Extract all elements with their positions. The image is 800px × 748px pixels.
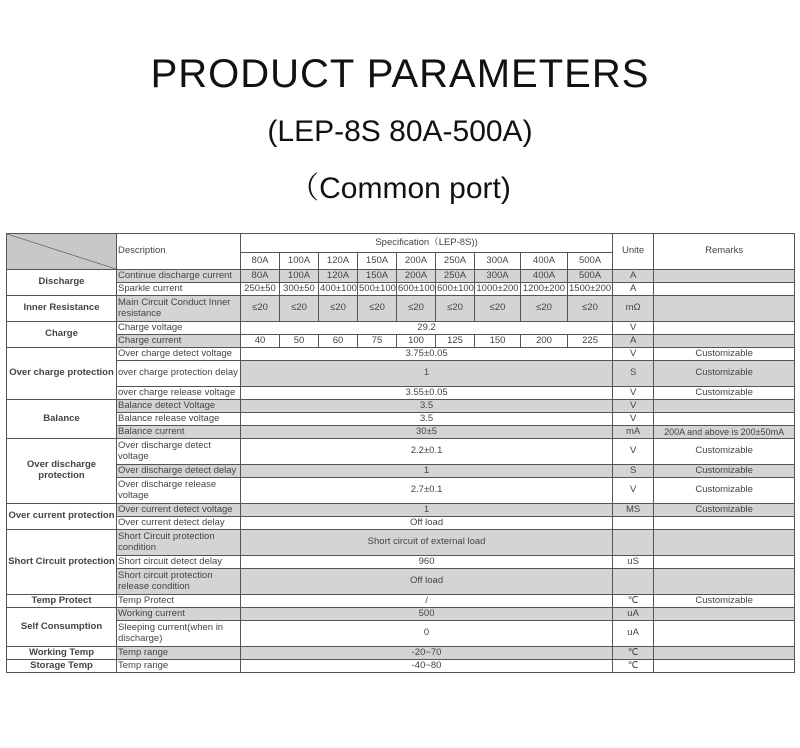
unit-cell: V [613,413,654,426]
remark-cell [654,556,795,569]
row-description: Charge current [117,335,241,348]
remark-cell: Customizable [654,504,795,517]
remark-cell: Customizable [654,361,795,387]
category-over-current: Over current protection [7,504,117,530]
table-cell: 600±100 [437,282,474,294]
size-header: 400A [521,253,568,270]
remark-cell [654,270,795,283]
unit-cell [613,530,654,556]
unit-cell: ℃ [613,595,654,608]
table-cell: 500±100 [359,282,396,294]
port-subtitle: （Common port) [289,172,511,205]
table-cell: 500A [568,270,613,283]
table-cell: 29.2 [241,322,613,335]
category-balance: Balance [7,400,117,439]
row-description: Over discharge detect delay [117,465,241,478]
row-description: Balance release voltage [117,413,241,426]
table-cell: Off load [241,517,613,530]
unit-cell: V [613,478,654,504]
table-cell: 1 [241,361,613,387]
size-header: 500A [568,253,613,270]
table-cell: 225 [568,335,613,348]
unit-cell: ℃ [613,660,654,673]
specification-header: Specification（LEP-8S)) [241,234,613,253]
remark-cell [654,517,795,530]
table-cell: 600±100 [398,282,435,294]
table-cell: 150 [475,335,521,348]
row-description: Temp Protect [117,595,241,608]
row-description: Charge voltage [117,322,241,335]
unit-cell: S [613,465,654,478]
unit-cell: V [613,439,654,465]
table-cell: 400±100 [320,282,357,294]
size-header: 250A [436,253,475,270]
table-cell: 75 [358,335,397,348]
remark-cell: Customizable [654,439,795,465]
table-cell: ≤20 [436,296,475,322]
remark-cell [654,608,795,621]
unit-cell: MS [613,504,654,517]
unit-cell: mΩ [613,296,654,322]
table-cell: ≤20 [568,296,613,322]
table-cell: 300A [475,270,521,283]
category-discharge: Discharge [7,270,117,296]
table-cell: 1200±200 [521,283,568,296]
unit-cell: uA [613,608,654,621]
table-cell: 960 [241,556,613,569]
unit-cell [613,517,654,530]
row-description: Over charge detect voltage [117,348,241,361]
size-header: 300A [475,253,521,270]
category-working-temp: Working Temp [7,647,117,660]
table-cell: 100A [280,270,319,283]
table-cell: 60 [319,335,358,348]
row-description: Over current detect voltage [117,504,241,517]
table-cell: ≤20 [280,296,319,322]
unit-cell: A [613,335,654,348]
parameters-table [6,233,795,673]
row-description: Short circuit detect delay [117,556,241,569]
remark-cell: Customizable [654,595,795,608]
row-description: Continue discharge current [117,270,241,283]
table-cell: 1000±200 [476,282,519,294]
table-cell: ≤20 [319,296,358,322]
table-cell: Off load [241,569,613,595]
table-cell: ≤20 [397,296,436,322]
table-cell: 2.7±0.1 [241,478,613,504]
table-cell: 150A [358,270,397,283]
table-cell: 250±50 [241,283,280,296]
unit-cell: S [613,361,654,387]
remark-cell [654,569,795,595]
table-cell: 40 [241,335,280,348]
table-cell: 2.2±0.1 [241,439,613,465]
row-description: Over current detect delay [117,517,241,530]
page-title: PRODUCT PARAMETERS [150,52,650,96]
category-charge: Charge [7,322,117,348]
description-header: Description [117,234,241,270]
row-description: Working current [117,608,241,621]
row-description: over charge protection delay [117,361,241,387]
table-cell: Short circuit of external load [241,530,613,556]
unit-cell: V [613,322,654,335]
category-temp-protect: Temp Protect [7,595,117,608]
remark-cell: Customizable [654,465,795,478]
table-cell: 120A [319,270,358,283]
category-storage-temp: Storage Temp [7,660,117,673]
remark-cell [654,283,795,296]
table-cell: 125 [436,335,475,348]
table-cell: 500 [241,608,613,621]
remark-cell: Customizable [654,478,795,504]
row-description: Balance current [117,426,241,439]
category-inner-resistance: Inner Resistance [7,296,117,322]
category-self-consumption: Self Consumption [7,608,117,647]
row-description: Over discharge release voltage [117,478,241,504]
unit-cell: ℃ [613,647,654,660]
unit-cell: A [613,283,654,296]
table-cell: 3.5 [241,413,613,426]
table-cell: 250A [436,270,475,283]
unite-header: Unite [613,234,654,270]
unit-cell [613,569,654,595]
table-cell: 300±50 [280,283,319,296]
table-cell: -40~80 [241,660,613,673]
row-description: Sleeping current(when in discharge) [117,621,241,647]
table-cell: -20~70 [241,647,613,660]
remark-cell [654,322,795,335]
header-diagonal-cell [7,234,117,270]
table-cell: 100 [397,335,436,348]
table-cell: 1 [241,504,613,517]
unit-cell: uS [613,556,654,569]
table-cell: 200A [397,270,436,283]
category-over-discharge: Over discharge protection [7,439,117,504]
size-header: 80A [241,253,280,270]
table-cell: 1 [241,465,613,478]
table-cell: 50 [280,335,319,348]
table-cell: 80A [241,270,280,283]
table-cell: 0 [241,621,613,647]
remark-cell: Customizable [654,387,795,400]
remark-cell [654,660,795,673]
remark-cell [654,621,795,647]
remark-cell [654,413,795,426]
row-description: Temp range [117,647,241,660]
size-header: 120A [319,253,358,270]
table-cell: 200 [521,335,568,348]
table-cell: / [241,595,613,608]
remarks-header: Remarks [654,234,795,270]
row-description: Main Circuit Conduct Inner resistance [117,296,241,322]
table-cell: 400A [521,270,568,283]
row-description: Sparkle current [117,283,241,296]
table-cell: ≤20 [521,296,568,322]
table-cell: ≤20 [475,296,521,322]
unit-cell: uA [613,621,654,647]
remark-cell: Customizable [654,348,795,361]
unit-cell: V [613,387,654,400]
size-header: 100A [280,253,319,270]
unit-cell: mA [613,426,654,439]
unit-cell: V [613,400,654,413]
remark-cell [654,647,795,660]
table-cell: 3.75±0.05 [241,348,613,361]
size-header: 200A [397,253,436,270]
row-description: Short circuit protection release condition [117,569,241,595]
table-cell: 3.55±0.05 [241,387,613,400]
table-cell: ≤20 [241,296,280,322]
row-description: Balance detect Voltage [117,400,241,413]
row-description: Short Circuit protection condition [117,530,241,556]
remark-cell [654,296,795,322]
model-subtitle: (LEP-8S 80A-500A) [267,115,533,148]
table-cell: 30±5 [241,426,613,439]
remark-cell [654,335,795,348]
remark-cell [654,400,795,413]
table-cell: 1500±200 [569,282,612,294]
row-description: Over discharge detect voltage [117,439,241,465]
table-cell: ≤20 [358,296,397,322]
remark-cell [654,530,795,556]
row-description: over charge release voltage [117,387,241,400]
unit-cell: V [613,348,654,361]
row-description: Temp range [117,660,241,673]
category-over-charge: Over charge protection [7,348,117,400]
table-cell: 3.5 [241,400,613,413]
unit-cell: A [613,270,654,283]
size-header: 150A [358,253,397,270]
category-short-circuit: Short Circuit protection [7,530,117,595]
remark-cell: 200A and above is 200±50mA [654,426,795,439]
